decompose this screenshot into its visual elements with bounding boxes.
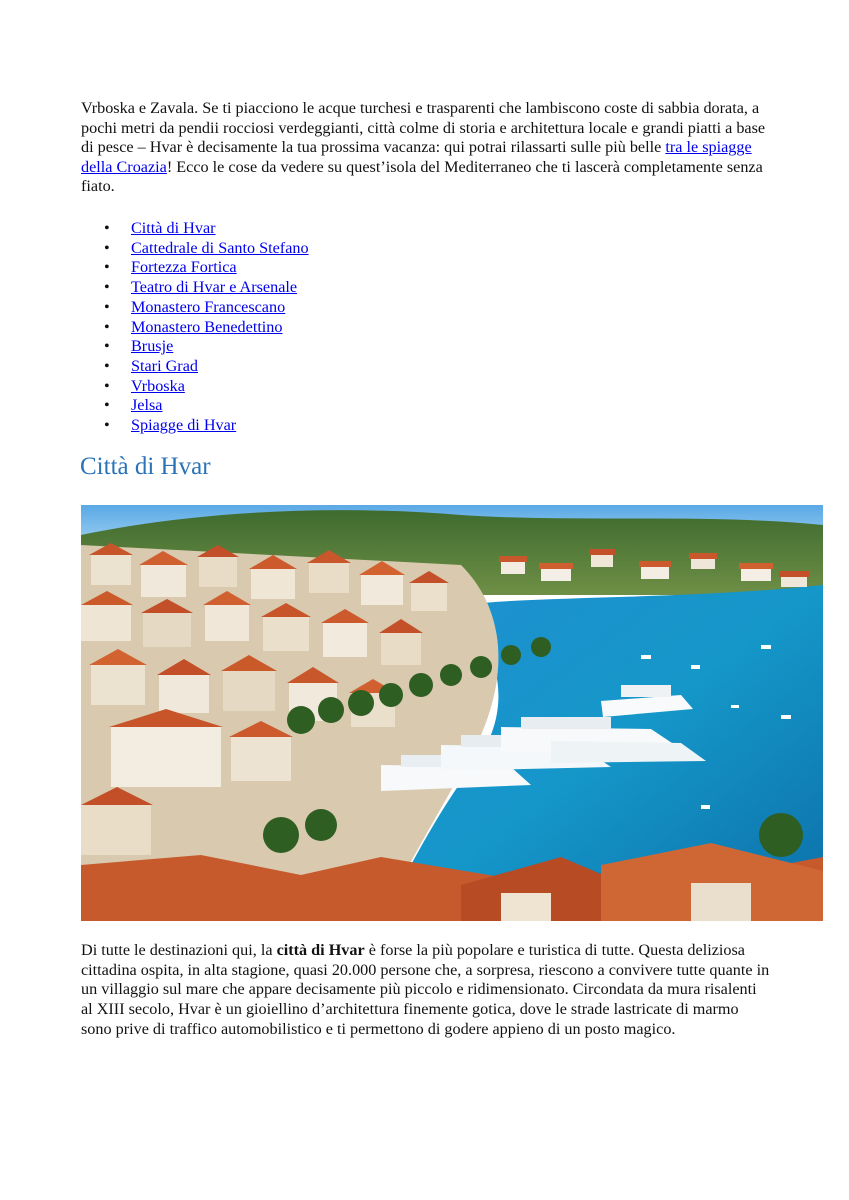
toc-item (104, 357, 309, 377)
section-heading: Città di Hvar (80, 453, 211, 480)
toc-link-stari-grad[interactable]: Stari Grad (131, 356, 198, 375)
body-text-end: è forse la più popolare e turistica di tutte. Questa deliziosa cittadina ospita, in alta stagione, quasi 20.000 persone che, a sorpresa, riescono a convivere tutte quante in un villaggio sul mare che appare decisamente più piccolo e ridimensionato. Circondata da mura risalenti al XIII secolo, Hvar è un gioiellino d’architettura finemente gotica, dove le strade lastricate di marmo sono prive di traffico automobilistico e ti permettono di godere appieno di un posto magico. (81, 941, 770, 1038)
croatia-beaches-link[interactable]: tra le spiagge della Croazia (81, 138, 752, 176)
bullet-icon: • (104, 238, 110, 257)
body-bold-phrase: città di Hvar (276, 941, 365, 959)
toc-link-citta-di-hvar[interactable]: Città di Hvar (131, 219, 216, 237)
toc-link-monastero-francescano[interactable]: Monastero Francescano (131, 297, 286, 316)
intro-text-end: ! Ecco le cose da vedere su quest’isola del Mediterraneo che ti lascerà completamente senza fiato. (81, 157, 763, 196)
toc-link-brusje[interactable]: Brusje (131, 337, 174, 356)
toc-link-teatro[interactable]: Teatro di Hvar e Arsenale (131, 278, 298, 297)
toc-item (104, 337, 309, 357)
toc-link-cattedrale[interactable]: Cattedrale di Santo Stefano (131, 238, 309, 257)
body-text-start: Di tutte le destinazioni qui, la (81, 941, 277, 959)
toc-item (104, 278, 309, 298)
bullet-icon: • (104, 337, 110, 356)
table-of-contents (104, 219, 309, 436)
toc-item (104, 219, 309, 239)
toc-link-jelsa[interactable]: Jelsa (131, 396, 163, 415)
bullet-icon: • (104, 219, 110, 237)
intro-paragraph (81, 99, 781, 197)
bullet-icon: • (104, 396, 110, 415)
toc-link-vrboska[interactable]: Vrboska (131, 376, 185, 395)
bullet-icon: • (104, 258, 110, 277)
bullet-icon: • (104, 278, 110, 297)
toc-item (104, 396, 309, 416)
toc-item (104, 416, 309, 436)
bullet-icon: • (104, 297, 110, 316)
intro-text-start: Vrboska e Zavala. Se ti piacciono le acque turchesi e trasparenti che lambiscono coste di sabbia dorata, a pochi metri da pendii rocciosi verdeggianti, città colme di storia e architettura locale e grandi piatti a base di pesce – Hvar è decisamente la tua prossima vacanza: qui potrai rilassarti sulle più belle (81, 99, 766, 157)
hvar-harbor-photo (81, 505, 823, 921)
toc-link-spiagge[interactable]: Spiagge di Hvar (131, 416, 237, 435)
bullet-icon: • (104, 356, 110, 375)
body-paragraph (81, 941, 771, 1040)
toc-link-fortezza[interactable]: Fortezza Fortica (131, 258, 237, 277)
toc-item (104, 318, 309, 338)
bullet-icon: • (104, 416, 110, 435)
toc-item (104, 239, 309, 259)
toc-item (104, 377, 309, 397)
bullet-icon: • (104, 317, 110, 336)
toc-item (104, 258, 309, 278)
bullet-icon: • (104, 376, 110, 395)
toc-item (104, 298, 309, 318)
toc-link-monastero-benedettino[interactable]: Monastero Benedettino (131, 317, 283, 336)
